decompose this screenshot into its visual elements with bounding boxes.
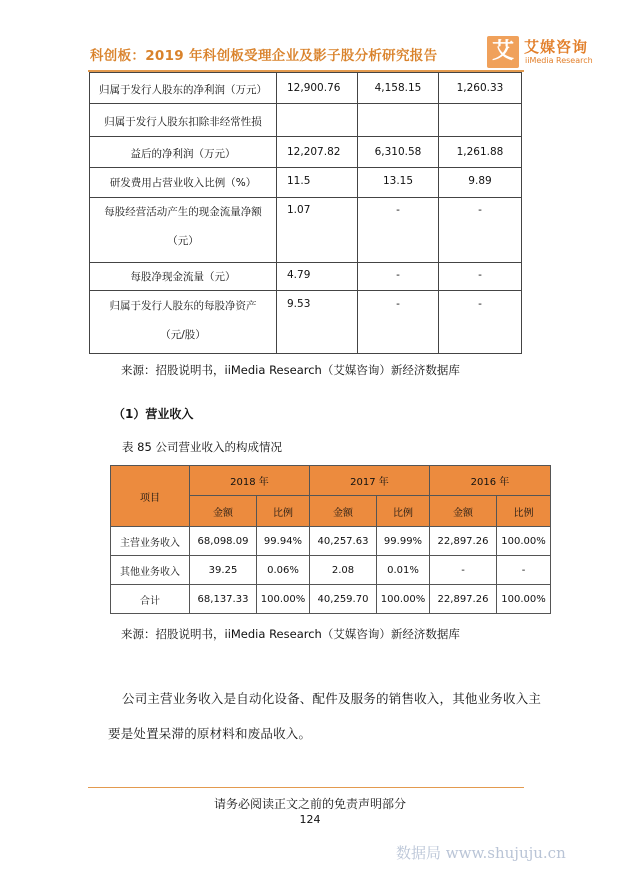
cell-ratio-2016: 100.00% [497, 585, 551, 614]
table-row [90, 73, 522, 104]
table-row [111, 556, 551, 585]
amount-header: 金额 [190, 496, 257, 527]
cell-amount-2016: 22,897.26 [430, 527, 497, 556]
table-row [90, 137, 522, 168]
watermark: 数据局 www.shujuju.cn [396, 844, 566, 862]
financial-indicators-table [89, 72, 522, 354]
row-label: 研发费用占营业收入比例（%） [90, 168, 277, 198]
row-label: 益后的净利润（万元） [90, 137, 277, 168]
iimedia-logo [487, 36, 597, 70]
cell-2018 [277, 104, 358, 137]
year-header: 2017 年 [310, 466, 430, 496]
cell-2017: - [358, 291, 439, 354]
ratio-header: 比例 [497, 496, 551, 527]
cell-ratio-2017: 0.01% [377, 556, 430, 585]
cell-2017: 4,158.15 [358, 73, 439, 104]
cell-ratio-2018: 99.94% [257, 527, 310, 556]
table-row [111, 527, 551, 556]
row-label: 主营业务收入 [111, 527, 190, 556]
source-note: 来源：招股说明书，iiMedia Research（艾媒咨询）新经济数据库 [121, 363, 460, 377]
table-row [90, 291, 522, 354]
cell-2017: 6,310.58 [358, 137, 439, 168]
cell-2018: 11.5 [277, 168, 358, 198]
cell-2017: 13.15 [358, 168, 439, 198]
table-row [90, 198, 522, 263]
cell-2016: - [439, 198, 522, 263]
table-row [111, 585, 551, 614]
cell-amount-2018: 68,137.33 [190, 585, 257, 614]
table-row [90, 168, 522, 198]
cell-ratio-2017: 100.00% [377, 585, 430, 614]
cell-amount-2017: 40,257.63 [310, 527, 377, 556]
row-label: 归属于发行人股东的净利润（万元） [90, 73, 277, 104]
cell-amount-2016: 22,897.26 [430, 585, 497, 614]
cell-2017: - [358, 263, 439, 291]
cell-amount-2018: 39.25 [190, 556, 257, 585]
row-label: 每股净现金流量（元） [90, 263, 277, 291]
cell-2018: 1.07 [277, 198, 358, 263]
row-label: 合计 [111, 585, 190, 614]
table-caption: 表 85 公司营业收入的构成情况 [122, 440, 282, 454]
row-label: 归属于发行人股东扣除非经常性损 [90, 104, 277, 137]
row-label: 归属于发行人股东的每股净资产 （元/股） [90, 291, 277, 354]
cell-ratio-2017: 99.99% [377, 527, 430, 556]
amount-header: 金额 [430, 496, 497, 527]
cell-2016: - [439, 291, 522, 354]
cell-2016: 1,260.33 [439, 73, 522, 104]
logo-cn-text: 艾媒咨询 [524, 38, 589, 56]
cell-2016 [439, 104, 522, 137]
cell-2016: 9.89 [439, 168, 522, 198]
cell-amount-2018: 68,098.09 [190, 527, 257, 556]
footer-divider [88, 787, 524, 788]
cell-2018: 12,900.76 [277, 73, 358, 104]
cell-2016: 1,261.88 [439, 137, 522, 168]
paragraph-line: 要是处置呆滞的原材料和废品收入。 [108, 726, 312, 741]
table-row [90, 263, 522, 291]
ratio-header: 比例 [257, 496, 310, 527]
cell-2017 [358, 104, 439, 137]
cell-amount-2017: 40,259.70 [310, 585, 377, 614]
source-note: 来源：招股说明书，iiMedia Research（艾媒咨询）新经济数据库 [121, 627, 460, 641]
year-header: 2018 年 [190, 466, 310, 496]
cell-2017: - [358, 198, 439, 263]
row-label: 其他业务收入 [111, 556, 190, 585]
page-number: 124 [299, 813, 321, 826]
cell-2018: 12,207.82 [277, 137, 358, 168]
row-label: 每股经营活动产生的现金流量净额 （元） [90, 198, 277, 263]
logo-en-text: iiMedia Research [525, 56, 593, 65]
report-title: 科创板：2019 年科创板受理企业及影子股分析研究报告 [90, 48, 438, 64]
item-header: 项目 [111, 466, 190, 527]
cell-2018: 9.53 [277, 291, 358, 354]
table-header-row [111, 466, 551, 496]
cell-amount-2017: 2.08 [310, 556, 377, 585]
disclaimer-note: 请务必阅读正文之前的免责声明部分 [213, 797, 406, 811]
ratio-header: 比例 [377, 496, 430, 527]
year-header: 2016 年 [430, 466, 551, 496]
logo-glyph: 艾 [487, 36, 519, 68]
cell-ratio-2018: 0.06% [257, 556, 310, 585]
amount-header: 金额 [310, 496, 377, 527]
cell-ratio-2016: 100.00% [497, 527, 551, 556]
section-heading: （1）营业收入 [113, 407, 194, 421]
revenue-composition-table [110, 465, 551, 614]
cell-2018: 4.79 [277, 263, 358, 291]
cell-ratio-2016: - [497, 556, 551, 585]
paragraph-line: 公司主营业务收入是自动化设备、配件及服务的销售收入，其他业务收入主 [122, 691, 542, 706]
cell-2016: - [439, 263, 522, 291]
cell-amount-2016: - [430, 556, 497, 585]
table-row [90, 104, 522, 137]
cell-ratio-2018: 100.00% [257, 585, 310, 614]
